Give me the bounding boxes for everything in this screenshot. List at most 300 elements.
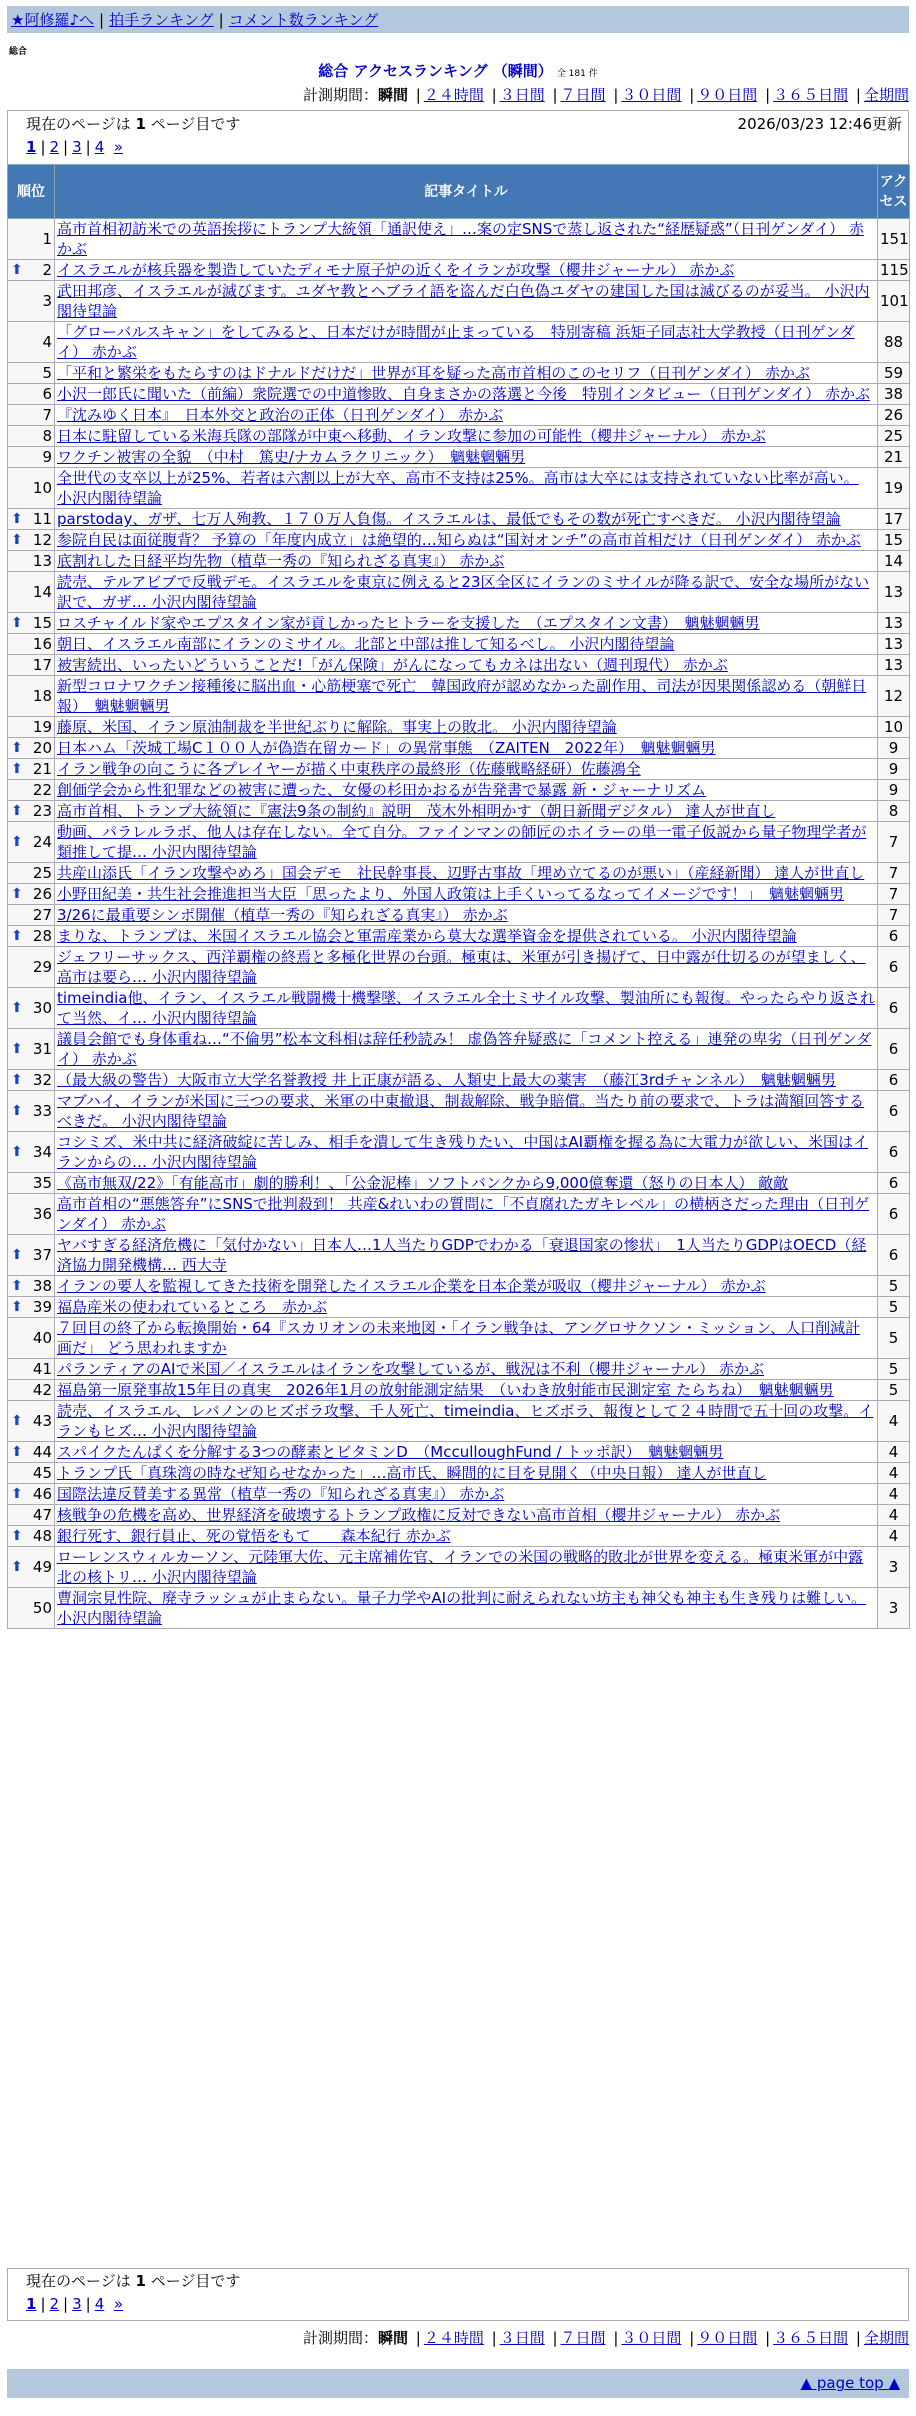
- title-cell: [55, 1588, 878, 1629]
- article-title-link[interactable]: 高市首相の“悪態答弁”にSNSで批判殺到！ 共産&れいわの質問に「不貞腐れたガキレベル」の横柄さだった理由（日刊ゲンダイ） 赤かぶ: [57, 1195, 870, 1233]
- table-row: [8, 1442, 910, 1463]
- ranking-table: [7, 164, 910, 1629]
- rank-number: 48: [32, 1527, 52, 1545]
- title-cell: [55, 447, 878, 468]
- page-top-link[interactable]: ▲ page top ▲: [800, 2374, 900, 2392]
- title-cell: [55, 738, 878, 759]
- rank-up-arrow-icon: ⬆: [11, 532, 23, 548]
- period-link-90d[interactable]: ９０日間: [697, 2329, 758, 2347]
- pager-page-4[interactable]: 4: [94, 2295, 105, 2313]
- article-title-link[interactable]: 福島第一原発事故15年目の真実 2026年1月の放射能測定結果 （いわき放射能市民測定室 たらちね） 魑魅魍魎男: [57, 1381, 834, 1399]
- article-title-link[interactable]: 読売、イスラエル、レバノンのヒズボラ攻撃、千人死亡、timeindia、ヒズボラ、報復として２４時間で五十回の攻撃。イランもヒズ… 小沢内閣待望論: [57, 1402, 874, 1440]
- article-title-link[interactable]: 藤原、米国、イラン原油制裁を半世紀ぶりに解除。事実上の敗北。 小沢内閣待望論: [57, 718, 617, 736]
- rank-cell: [8, 1401, 55, 1442]
- period-label: 計測期間：: [302, 2329, 378, 2347]
- rank-number: 43: [32, 1412, 52, 1430]
- table-row: [8, 1132, 910, 1173]
- article-title-link[interactable]: ローレンスウィルカーソン、元陸軍大佐、元主席補佐官、イランでの米国の戦略的敗北が世界を変える。極東米軍が中露北の核トリ… 小沢内閣待望論: [57, 1548, 864, 1586]
- table-row: [8, 1547, 910, 1588]
- access-count: 12: [878, 676, 910, 717]
- rank-cell: [8, 1588, 55, 1629]
- nav-separator: |: [218, 10, 224, 29]
- access-count: 6: [878, 1091, 910, 1132]
- article-title-link[interactable]: 小沢一郎氏に聞いた（前編）衆院選での中道惨敗、自身まさかの落選と今後 特別インタビュー（日刊ゲンダイ） 赤かぶ: [57, 385, 870, 403]
- rank-number: 45: [32, 1464, 52, 1482]
- rank-cell: [8, 572, 55, 613]
- pager-current-page[interactable]: 1: [26, 2295, 37, 2313]
- article-title-link[interactable]: 《高市無双/22》「有能高市」劇的勝利！、「公金泥棒」ソフトバンクから9,000億奪還（怒りの日本人） 敵敵: [57, 1174, 789, 1192]
- table-header-row: [8, 165, 910, 219]
- title-cell: [55, 1401, 878, 1442]
- period-link-365d[interactable]: ３６５日間: [773, 86, 849, 104]
- rank-up-arrow-icon: ⬆: [11, 1299, 23, 1315]
- period-link-30d[interactable]: ３０日間: [621, 86, 682, 104]
- rank-header: 順位: [8, 165, 55, 219]
- pager-separator: |: [85, 2295, 91, 2313]
- rank-number: 1: [42, 230, 52, 248]
- page-note-number: 1: [135, 2272, 146, 2290]
- access-count: 15: [878, 530, 910, 551]
- period-separator: |: [613, 86, 619, 104]
- access-count: 8: [878, 801, 910, 822]
- article-title-link[interactable]: ロスチャイルド家やエプスタイン家が貢しかったヒトラーを支援した （エプスタイン文書） 魑魅魍魎男: [57, 614, 760, 632]
- table-row: [8, 1484, 910, 1505]
- rank-number: 12: [32, 531, 52, 549]
- table-row: [8, 447, 910, 468]
- rank-number: 47: [32, 1506, 52, 1524]
- rank-cell: [8, 926, 55, 947]
- rank-cell: [8, 1194, 55, 1235]
- rank-cell: [8, 530, 55, 551]
- table-row: [8, 988, 910, 1029]
- title-cell: [55, 926, 878, 947]
- title-cell: [55, 1297, 878, 1318]
- article-title-link[interactable]: 創価学会から性犯罪などの被害に遭った、女優の杉田かおるが告発書で暴露 新・ジャーナリズム: [57, 781, 707, 799]
- title-cell: [55, 1029, 878, 1070]
- article-title-link[interactable]: ワクチン被害の全貌 （中村 篤史/ナカムラクリニック） 魑魅魍魎男: [57, 448, 526, 466]
- rank-up-arrow-icon: ⬆: [11, 511, 23, 527]
- access-count: 9: [878, 780, 910, 801]
- rank-up-arrow-icon: ⬆: [11, 761, 23, 777]
- period-link-24h[interactable]: ２４時間: [423, 86, 484, 104]
- period-separator: |: [552, 2329, 558, 2347]
- access-count: 6: [878, 1070, 910, 1091]
- shura-home-link[interactable]: ★阿修羅♪へ: [11, 11, 95, 29]
- nav-separator: |: [99, 10, 105, 29]
- title-cell: [55, 551, 878, 572]
- table-row: [8, 405, 910, 426]
- pager-page-4[interactable]: 4: [94, 138, 105, 156]
- article-title-link[interactable]: 小野田紀美・共生社会推進担当大臣「思ったより、外国人政策は上手くいってるなってイメージです！」 魑魅魍魎男: [57, 885, 845, 903]
- rank-cell: [8, 905, 55, 926]
- table-row: [8, 926, 910, 947]
- period-separator: |: [613, 2329, 619, 2347]
- rank-number: 15: [32, 614, 52, 632]
- article-title-link[interactable]: 核戦争の危機を高め、世界経済を破壊するトランプ政権に反対できない高市首相（櫻井ジャーナル） 赤かぶ: [57, 1506, 781, 1524]
- rank-cell: [8, 863, 55, 884]
- page-note-prefix: 現在のページは: [26, 2272, 131, 2290]
- table-row: [8, 1173, 910, 1194]
- article-title-link[interactable]: イランの要人を監視してきた技術を開発したイスラエル企業を日本企業が吸収（櫻井ジャーナル） 赤かぶ: [57, 1277, 766, 1295]
- access-count: 4: [878, 1505, 910, 1526]
- article-title-link[interactable]: 高市首相初訪米での英語挨拶にトランプ大統領「通訳使え」…案の定SNSで蒸し返された“経歴疑惑”（日刊ゲンダイ） 赤かぶ: [57, 220, 864, 258]
- article-title-link[interactable]: 朝日、イスラエル南部にイランのミサイル。北部と中部は推して知るべし。 小沢内閣待望論: [57, 635, 675, 653]
- rank-cell: [8, 1547, 55, 1588]
- title-cell: [55, 1194, 878, 1235]
- table-row: [8, 260, 910, 281]
- article-title-link[interactable]: イラン戦争の向こうに各プレイヤーが描く中東秩序の最終形（佐藤戦略経研）佐藤鴻全: [57, 760, 641, 778]
- rank-number: 16: [32, 635, 52, 653]
- title-cell: [55, 363, 878, 384]
- title-cell: [55, 759, 878, 780]
- top-nav-bar: [7, 6, 909, 33]
- ranking-title: 総合 アクセスランキング （瞬間）: [318, 62, 553, 80]
- pager-separator: |: [85, 138, 91, 156]
- period-link-all[interactable]: 全期間: [863, 2329, 909, 2347]
- table-row: [8, 655, 910, 676]
- table-row: [8, 281, 910, 322]
- title-cell: [55, 801, 878, 822]
- pager-page-2[interactable]: 2: [49, 138, 60, 156]
- rank-number: 20: [32, 739, 52, 757]
- pager-top: [26, 138, 123, 156]
- rank-cell: [8, 1091, 55, 1132]
- table-row: [8, 1297, 910, 1318]
- article-title-link[interactable]: 全世代の支卒以上が25%、若者は六割以上が大卒、高市不支持は25%。高市は大卒には支持されていない比率が高い。 小沢内閣待望論: [57, 469, 859, 507]
- page-title: [0, 60, 916, 81]
- rank-cell: [8, 801, 55, 822]
- rank-number: 10: [32, 479, 52, 497]
- period-link-90d[interactable]: ９０日間: [697, 86, 758, 104]
- access-count: 14: [878, 551, 910, 572]
- article-title-link[interactable]: 武田邦彦、イスラエルが滅びます。ユダヤ教とヘブライ語を盗んだ白色偽ユダヤの建国した国は滅びるのが妥当。 小沢内閣待望論: [57, 282, 870, 320]
- title-cell: [55, 322, 878, 363]
- article-title-link[interactable]: 国際法違反賛美する異常（植草一秀の『知られざる真実』） 赤かぶ: [57, 1485, 505, 1503]
- rank-number: 13: [32, 552, 52, 570]
- rank-number: 49: [32, 1558, 52, 1576]
- rank-number: 17: [32, 656, 52, 674]
- title-cell: [55, 1359, 878, 1380]
- pager-current-page[interactable]: 1: [26, 138, 37, 156]
- period-link-3d[interactable]: ３日間: [499, 86, 545, 104]
- access-count: 5: [878, 1380, 910, 1401]
- period-current: 瞬間: [377, 86, 408, 104]
- article-title-link[interactable]: 読売、テルアビブで反戦デモ。イスラエルを東京に例えると23区全区にイランのミサイルが降る訳で、安全な場所がない訳で、ガザ… 小沢内閣待望論: [57, 573, 870, 611]
- table-row: [8, 1029, 910, 1070]
- rank-cell: [8, 634, 55, 655]
- ranking-table-body: [8, 219, 910, 1629]
- access-count: 4: [878, 1484, 910, 1505]
- article-title-link[interactable]: トランプ氏「真珠湾の時なぜ知らせなかった」…高市氏、瞬間的に目を見開く（中央日報） 達人が世直し: [57, 1464, 767, 1482]
- access-count: 25: [878, 426, 910, 447]
- rank-number: 11: [32, 510, 52, 528]
- title-cell: [55, 509, 878, 530]
- rank-cell: [8, 947, 55, 988]
- rank-cell: [8, 1526, 55, 1547]
- comment-ranking-link[interactable]: コメント数ランキング: [228, 11, 379, 29]
- period-link-365d[interactable]: ３６５日間: [773, 2329, 849, 2347]
- article-title-link[interactable]: 共産山添氏「イラン攻撃やめろ」国会デモ 社民幹事長、辺野古事故「埋め立てるのが悪い」（産経新聞） 達人が世直し: [57, 864, 865, 882]
- access-count: 13: [878, 613, 910, 634]
- period-separator: |: [552, 86, 558, 104]
- pager-page-3[interactable]: 3: [72, 138, 82, 156]
- table-row: [8, 530, 910, 551]
- article-title-link[interactable]: 日本に駐留している米海兵隊の部隊が中東へ移動、イラン攻撃に参加の可能性（櫻井ジャーナル） 赤かぶ: [57, 427, 766, 445]
- access-count: 151: [878, 219, 910, 260]
- rank-cell: [8, 1318, 55, 1359]
- access-count: 88: [878, 322, 910, 363]
- pager-separator: |: [40, 2295, 46, 2313]
- category-label: 総合: [9, 47, 28, 57]
- article-title-link[interactable]: 「グローバルスキャン」をしてみると、日本だけが時間が止まっている 特別寄稿 浜矩子同志社大学教授（日刊ゲンダイ） 赤かぶ: [57, 323, 855, 361]
- access-count: 4: [878, 1463, 910, 1484]
- article-title-link[interactable]: 銀行死す、銀行員止、死の覚悟をもて 森本紀行 赤かぶ: [57, 1527, 451, 1545]
- title-cell: [55, 655, 878, 676]
- title-cell: [55, 884, 878, 905]
- table-row: [8, 322, 910, 363]
- rank-cell: [8, 426, 55, 447]
- pager-page-2[interactable]: 2: [49, 2295, 60, 2313]
- access-count: 4: [878, 1401, 910, 1442]
- table-row: [8, 947, 910, 988]
- access-count: 7: [878, 863, 910, 884]
- table-row: [8, 1235, 910, 1276]
- article-title-link[interactable]: 高市首相、トランプ大統領に『憲法9条の制約』説明 茂木外相明かす（朝日新聞デジタル） 達人が世直し: [57, 802, 776, 820]
- page-note-number: 1: [135, 115, 146, 133]
- table-row: [8, 1588, 910, 1629]
- table-row: [8, 738, 910, 759]
- rank-number: 44: [32, 1443, 52, 1461]
- table-row: [8, 676, 910, 717]
- title-cell: [55, 1132, 878, 1173]
- article-title-link[interactable]: ７回目の終了から転換開始・64『スカリオンの未来地図・「イラン戦争は、アングロサクソン・ミッション、人口削減計画だ」 どう思われますか: [57, 1319, 861, 1357]
- article-title-link[interactable]: 参院自民は面従腹背？ 予算の「年度内成立」は絶望的…知らぬは“国対オンチ”の高市首相だけ（日刊ゲンダイ） 赤かぶ: [57, 531, 861, 549]
- rank-cell: [8, 884, 55, 905]
- article-title-link[interactable]: マブハイ、イランが米国に三つの要求、米軍の中東撤退、制裁解除、戦争賠償。当たり前の要求で、トラは満額回答するべきだ。 小沢内閣待望論: [57, 1092, 865, 1130]
- article-title-link[interactable]: 動画、パラレルラボ、他人は存在しない。全て自分。ファインマンの師匠のホイラーの単一電子仮説から量子物理学者が類推して提… 小沢内閣待望論: [57, 823, 867, 861]
- title-cell: [55, 572, 878, 613]
- period-link-30d[interactable]: ３０日間: [621, 2329, 682, 2347]
- period-separator: |: [765, 2329, 771, 2347]
- rank-up-arrow-icon: ⬆: [11, 1444, 23, 1460]
- rank-number: 24: [32, 833, 52, 851]
- rank-number: 22: [32, 781, 52, 799]
- article-title-link[interactable]: 福島産米の使われているところ 赤かぶ: [57, 1298, 328, 1316]
- period-selector-bottom: [303, 2327, 909, 2348]
- period-link-3d[interactable]: ３日間: [499, 2329, 545, 2347]
- rank-cell: [8, 759, 55, 780]
- access-count: 7: [878, 822, 910, 863]
- access-count: 6: [878, 1194, 910, 1235]
- rank-number: 40: [32, 1329, 52, 1347]
- access-count: 7: [878, 884, 910, 905]
- table-row: [8, 1318, 910, 1359]
- title-cell: [55, 219, 878, 260]
- article-title-link[interactable]: 『沈みゆく日本』 日本外交と政治の正体（日刊ゲンダイ） 赤かぶ: [57, 406, 504, 424]
- table-row: [8, 384, 910, 405]
- period-link-all[interactable]: 全期間: [863, 86, 909, 104]
- rank-cell: [8, 1442, 55, 1463]
- rank-number: 31: [32, 1040, 52, 1058]
- rank-cell: [8, 551, 55, 572]
- article-title-link[interactable]: ジェフリーサックス、西洋覇権の終焉と多極化世界の台頭。極東は、米軍が引き揚げて、日中露が仕切るのが望ましく、高市は要ら… 小沢内閣待望論: [57, 948, 866, 986]
- rank-cell: [8, 780, 55, 801]
- article-title-link[interactable]: ヤバすぎる経済危機に「気付かない」日本人…1人当たりGDPでわかる「衰退国家の惨状」 1人当たりGDPはOECD（経済協力開発機構… 西大寺: [57, 1236, 867, 1274]
- rank-cell: [8, 1297, 55, 1318]
- rank-number: 35: [32, 1174, 52, 1192]
- article-title-link[interactable]: 3/26に最重要シンポ開催（植草一秀の『知られざる真実』） 赤かぶ: [57, 906, 508, 924]
- title-cell: [55, 1526, 878, 1547]
- rank-cell: [8, 1380, 55, 1401]
- article-title-link[interactable]: 日本ハム「茨城工場C１００人が偽造在留カード」の異常事態 （ZAITEN 2022年） 魑魅魍魎男: [57, 739, 716, 757]
- table-row: [8, 426, 910, 447]
- page-note-prefix: 現在のページは: [26, 115, 131, 133]
- rank-cell: [8, 322, 55, 363]
- rank-cell: [8, 260, 55, 281]
- page-note-bottom: [26, 2270, 240, 2291]
- article-title-link[interactable]: 底割れした日経平均先物（植草一秀の『知られざる真実』） 赤かぶ: [57, 552, 505, 570]
- access-count: 3: [878, 1588, 910, 1629]
- title-cell: [55, 405, 878, 426]
- table-row: [8, 1463, 910, 1484]
- rank-cell: [8, 822, 55, 863]
- title-cell: [55, 676, 878, 717]
- title-cell: [55, 1070, 878, 1091]
- article-title-link[interactable]: 新型コロナワクチン接種後に脳出血・心筋梗塞で死亡 韓国政府が認めなかった副作用、司法が因果関係認める（朝鮮日報） 魑魅魍魎男: [57, 677, 867, 715]
- title-cell: [55, 1173, 878, 1194]
- table-row: [8, 1070, 910, 1091]
- table-row: [8, 613, 910, 634]
- access-count: 6: [878, 926, 910, 947]
- rank-cell: [8, 1505, 55, 1526]
- rank-cell: [8, 1173, 55, 1194]
- article-title-link[interactable]: コシミズ、米中共に経済破綻に苦しみ、相手を潰して生き残りたい、中国はAI覇権を握る為に大電力が欲しい、米国はイランからの… 小沢内閣待望論: [57, 1133, 869, 1171]
- access-count: 7: [878, 905, 910, 926]
- title-cell: [55, 780, 878, 801]
- title-cell: [55, 947, 878, 988]
- title-cell: [55, 1276, 878, 1297]
- rank-cell: [8, 1359, 55, 1380]
- table-row: [8, 822, 910, 863]
- access-count: 4: [878, 1442, 910, 1463]
- article-title-link[interactable]: スパイクたんぱくを分解する3つの酵素とビタミンD （McculloughFund / トッポ訳） 魑魅魍魎男: [57, 1443, 724, 1461]
- article-title-link[interactable]: 「平和と繁栄をもたらすのはドナルドだけだ」世界が耳を疑った高市首相のこのセリフ（日刊ゲンダイ） 赤かぶ: [57, 364, 810, 382]
- table-row: [8, 801, 910, 822]
- pager-next[interactable]: »: [113, 138, 123, 156]
- access-count: 6: [878, 988, 910, 1029]
- title-cell: [55, 1235, 878, 1276]
- rank-number: 28: [32, 927, 52, 945]
- rank-number: 19: [32, 718, 52, 736]
- title-cell: [55, 634, 878, 655]
- pager-separator: |: [63, 138, 69, 156]
- article-title-link[interactable]: timeindia他、イラン、イスラエル戦闘機十機撃墜、イスラエル全土ミサイル攻撃、製油所にも報復。やったらやり返されて当然、イ… 小沢内閣待望論: [57, 989, 875, 1027]
- access-count: 21: [878, 447, 910, 468]
- table-row: [8, 363, 910, 384]
- title-cell: [55, 1442, 878, 1463]
- rank-number: 18: [32, 687, 52, 705]
- table-row: [8, 509, 910, 530]
- rank-number: 26: [32, 885, 52, 903]
- rank-cell: [8, 219, 55, 260]
- title-cell: [55, 863, 878, 884]
- article-title-link[interactable]: 曹洞宗見性院、廃寺ラッシュが止まらない。量子力学やAIの批判に耐えられない坊主も神父も神主も生き残りは難しい。 小沢内閣待望論: [57, 1589, 867, 1627]
- rank-number: 25: [32, 864, 52, 882]
- period-link-7d[interactable]: ７日間: [560, 86, 606, 104]
- page-note-top: [26, 113, 240, 134]
- access-count: 17: [878, 509, 910, 530]
- article-title-link[interactable]: イスラエルが核兵器を製造していたディモナ原子炉の近くをイランが攻撃（櫻井ジャーナル） 赤かぶ: [57, 261, 735, 279]
- page-note-suffix: ページ目です: [150, 2272, 241, 2290]
- access-count: 101: [878, 281, 910, 322]
- pager-next[interactable]: »: [113, 2295, 123, 2313]
- table-row: [8, 468, 910, 509]
- article-title-link[interactable]: 被害続出、いったいどういうことだ!「がん保険」がんになってもカネは出ない（週刊現代） 赤かぶ: [57, 656, 728, 674]
- rank-number: 8: [42, 427, 52, 445]
- rank-number: 36: [32, 1205, 52, 1223]
- period-separator: |: [689, 86, 695, 104]
- rank-cell: [8, 468, 55, 509]
- period-separator: |: [689, 2329, 695, 2347]
- article-title-link[interactable]: パランティアのAIで米国／イスラエルはイランを攻撃しているが、戦況は不利（櫻井ジャーナル） 赤かぶ: [57, 1360, 765, 1378]
- period-separator: |: [765, 86, 771, 104]
- access-count: 9: [878, 759, 910, 780]
- title-cell: [55, 822, 878, 863]
- pager-page-3[interactable]: 3: [72, 2295, 82, 2313]
- clap-ranking-link[interactable]: 拍手ランキング: [109, 11, 214, 29]
- table-row: [8, 1194, 910, 1235]
- table-row: [8, 1091, 910, 1132]
- rank-number: 14: [32, 583, 52, 601]
- article-title-link[interactable]: 議員会館でも身体重ね…“不倫男”松本文科相は辞任秒読み！ 虚偽答弁疑惑に「コメント控える」連発の卑劣（日刊ゲンダイ） 赤かぶ: [57, 1030, 872, 1068]
- rank-up-arrow-icon: ⬆: [11, 1278, 23, 1294]
- access-count: 5: [878, 1297, 910, 1318]
- rank-cell: [8, 613, 55, 634]
- access-count: 3: [878, 1547, 910, 1588]
- title-cell: [55, 1318, 878, 1359]
- access-count: 9: [878, 738, 910, 759]
- rank-cell: [8, 738, 55, 759]
- rank-cell: [8, 405, 55, 426]
- rank-number: 21: [32, 760, 52, 778]
- table-row: [8, 717, 910, 738]
- rank-number: 39: [32, 1298, 52, 1316]
- rank-number: 4: [42, 333, 52, 351]
- period-label: 計測期間：: [302, 86, 378, 104]
- table-row: [8, 1276, 910, 1297]
- article-title-link[interactable]: まりな、トランプは、米国イスラエル協会と軍需産業から莫大な選挙資金を提供されている。 小沢内閣待望論: [57, 927, 797, 945]
- period-link-24h[interactable]: ２４時間: [423, 2329, 484, 2347]
- rank-up-arrow-icon: ⬆: [11, 740, 23, 756]
- period-separator: |: [855, 86, 861, 104]
- table-row: [8, 780, 910, 801]
- access-count: 26: [878, 405, 910, 426]
- rank-cell: [8, 447, 55, 468]
- access-count: 6: [878, 1029, 910, 1070]
- title-cell: [55, 1091, 878, 1132]
- rank-cell: [8, 384, 55, 405]
- period-separator: |: [855, 2329, 861, 2347]
- table-row: [8, 1380, 910, 1401]
- access-count: 19: [878, 468, 910, 509]
- title-cell: [55, 530, 878, 551]
- period-selector-top: [303, 84, 909, 105]
- article-title-link[interactable]: parstoday、ガザ、七万人殉教、１７０万人負傷。イスラエルは、最低でもその数が死亡すべきだ。 小沢内閣待望論: [57, 510, 841, 528]
- article-title-link[interactable]: （最大級の警告）大阪市立大学名誉教授 井上正康が語る、人類史上最大の薬害 （藤江3rdチャンネル） 魑魅魍魎男: [57, 1071, 836, 1089]
- period-link-7d[interactable]: ７日間: [560, 2329, 606, 2347]
- rank-up-arrow-icon: ⬆: [11, 928, 23, 944]
- rank-up-arrow-icon: ⬆: [11, 1072, 23, 1088]
